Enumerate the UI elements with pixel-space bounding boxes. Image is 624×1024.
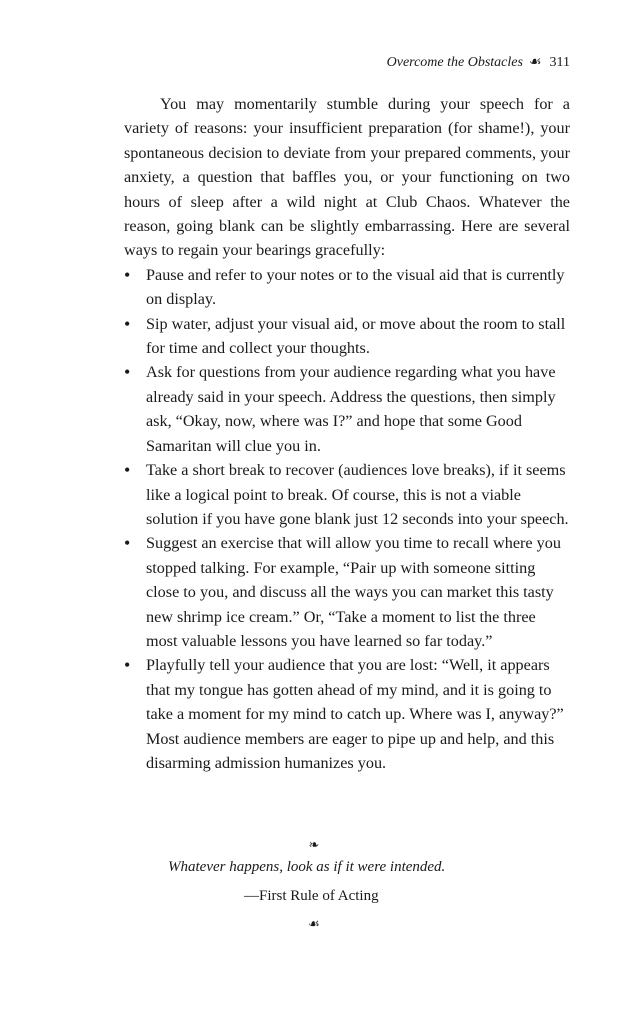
list-item-text: Take a short break to recover (audiences love breaks), if it seems like a logical point to break. Of course, this is not a viable solution if you have gone blank just 12 seconds into your speech. [146, 461, 569, 528]
bullet-icon: • [124, 362, 131, 383]
page-number: 311 [549, 55, 570, 70]
list-item-text: Sip water, adjust your visual aid, or move about the room to stall for time and collect your thoughts. [146, 314, 566, 358]
list-item [124, 312, 570, 361]
list-item [124, 531, 570, 653]
list-item [124, 458, 570, 531]
running-title: Overcome the Obstacles [386, 55, 523, 70]
list-item [124, 263, 570, 312]
header-ornament-icon: ☙ [528, 55, 542, 70]
list-item-text: Ask for questions from your audience regarding what you have already said in your speech. Address the questions, then simply ask, “Okay, now, where was I?” and hope that some Good Samaritan will clue you in. [146, 363, 556, 455]
bullet-icon: • [124, 264, 131, 285]
list-item-text: Pause and refer to your notes or to the visual aid that is currently on display. [146, 265, 565, 309]
epigraph-quote: Whatever happens, look as if it were intended. [168, 859, 446, 875]
list-item-text: Playfully tell your audience that you are lost: “Well, it appears that my tongue has gotten ahead of my mind, and it is going to take a moment for my mind to catch up. Where was I, anyway?” Most audience members are eager to pipe up and help, and this disarming admission humanizes you. [146, 656, 564, 772]
list-item [124, 653, 570, 775]
bullet-icon: • [124, 460, 131, 481]
intro-paragraph: You may momentarily stumble during your speech for a variety of reasons: your insufficient preparation (for shame!), your spontaneous decision to deviate from your prepared comments, your anxiety, a question that baffles you, or your functioning on two hours of sleep after a wild night at Club Chaos. Whatever the reason, going blank can be slightly embarrassing. Here are several ways to regain your bearings gracefully: [124, 95, 570, 260]
bullet-list [124, 263, 570, 776]
bullet-icon: • [124, 313, 131, 334]
list-item [124, 360, 570, 458]
running-header [387, 54, 570, 71]
list-item-text: Suggest an exercise that will allow you time to recall where you stopped talking. For example, “Pair up with someone sitting close to you, and discuss all the ways you can market this tasty new shrimp ice cream.” Or, “Take a moment to list the three most valuable lessons you have learned so far today.” [146, 534, 561, 650]
body-text [124, 92, 570, 775]
epigraph-attribution: —First Rule of Acting [244, 888, 379, 904]
bullet-icon: • [124, 655, 131, 676]
fleuron-top-icon: ❧ [308, 837, 320, 852]
bullet-icon: • [124, 533, 131, 554]
fleuron-bottom-icon: ☙ [308, 916, 320, 931]
